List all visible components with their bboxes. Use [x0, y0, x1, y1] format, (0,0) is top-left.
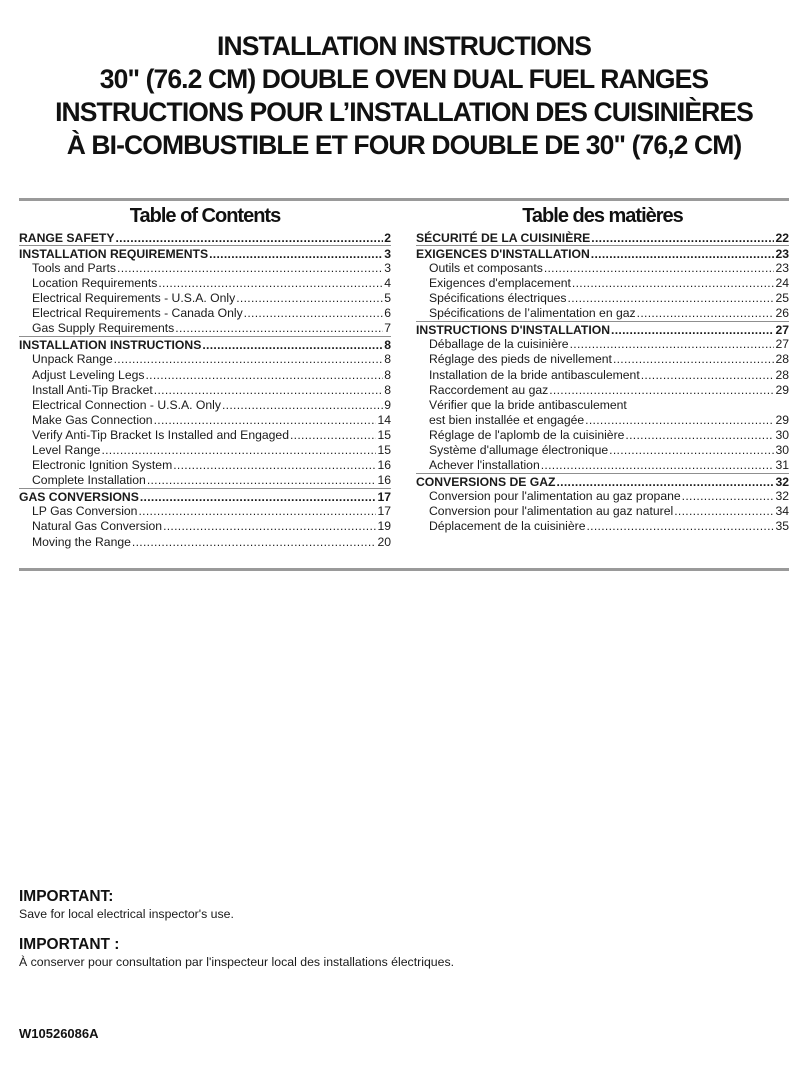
toc-page-number: 26 [775, 306, 789, 321]
dot-leader [163, 519, 376, 534]
toc-page-number: 14 [377, 412, 391, 427]
toc-page-number: 23 [775, 261, 789, 275]
toc-french-heading: Table des matières [522, 205, 683, 227]
dot-leader [570, 337, 775, 352]
toc-entry-label: Adjust Leveling Legs [32, 367, 145, 382]
toc-page-number: 30 [775, 443, 789, 458]
toc-en-entry[interactable] [19, 413, 391, 428]
toc-fr-entry[interactable] [416, 504, 789, 519]
toc-en-entry[interactable] [19, 458, 391, 473]
toc-page-number: 32 [775, 475, 789, 490]
toc-page-number: 8 [384, 338, 391, 353]
toc-en-entry[interactable] [19, 321, 391, 336]
dot-leader [637, 306, 775, 321]
toc-page-number: 5 [384, 291, 391, 306]
toc-page-number: 4 [384, 276, 391, 291]
dot-leader [557, 475, 775, 489]
dot-leader [625, 428, 774, 443]
dot-leader [154, 413, 377, 428]
toc-page-number: 2 [384, 231, 391, 245]
dot-leader [222, 398, 383, 413]
toc-en-entry[interactable] [19, 398, 391, 413]
toc-english-heading: Table of Contents [129, 205, 281, 227]
toc-page-number: 29 [775, 382, 789, 397]
toc-page-number: 8 [384, 367, 391, 382]
dot-leader [145, 368, 383, 383]
dot-leader [572, 276, 775, 291]
toc-entry-label: Moving the Range [32, 534, 131, 549]
toc-entry-label: Electrical Connection - U.S.A. Only [32, 397, 221, 412]
toc-page-number: 28 [775, 352, 789, 367]
toc-page-number: 8 [384, 352, 391, 367]
toc-page-number: 32 [775, 489, 789, 504]
document-title [0, 30, 808, 162]
toc-en-section-entry[interactable] [19, 488, 391, 504]
title-line-3: INSTRUCTIONS POUR L’INSTALLATION DES CUISINIÈRES [55, 97, 753, 127]
toc-fr-entry[interactable] [416, 428, 789, 443]
toc-fr-entry[interactable] [416, 352, 789, 367]
toc-entry-label: Level Range [32, 443, 101, 458]
toc-en-entry[interactable] [19, 383, 391, 398]
toc-en-entry[interactable] [19, 276, 391, 291]
dot-leader [613, 352, 775, 367]
toc-fr-entry[interactable] [416, 489, 789, 504]
toc-fr-section-entry[interactable] [416, 245, 789, 261]
toc-entry-label: Conversion pour l'alimentation au gaz propane [429, 489, 681, 504]
toc-fr-entry[interactable] [416, 261, 789, 276]
dot-leader [154, 383, 383, 398]
toc-fr-entry[interactable] [416, 458, 789, 473]
title-line-4: À BI-COMBUSTIBLE ET FOUR DOUBLE DE 30" (76,2 CM) [66, 130, 742, 160]
dot-leader [101, 443, 376, 458]
dot-leader [114, 352, 384, 367]
toc-fr-section-entry[interactable] [416, 473, 789, 489]
toc-french-list [416, 231, 789, 535]
toc-fr-entry[interactable] [416, 337, 789, 352]
title-line-1: INSTALLATION INSTRUCTIONS [217, 31, 591, 61]
toc-page-number: 9 [384, 397, 391, 412]
toc-entry-label: Unpack Range [32, 352, 113, 367]
toc-entry-label: Exigences d'emplacement [429, 276, 571, 291]
dot-leader [244, 306, 384, 321]
toc-page-number: 27 [775, 323, 789, 338]
toc-en-entry[interactable] [19, 352, 391, 367]
toc-en-entry[interactable] [19, 368, 391, 383]
toc-en-entry[interactable] [19, 473, 391, 488]
toc-entry-label: Raccordement au gaz [429, 382, 549, 397]
dot-leader [158, 276, 383, 291]
toc-en-entry[interactable] [19, 306, 391, 321]
toc-page-number: 8 [384, 382, 391, 397]
toc-fr-entry[interactable] [416, 368, 789, 383]
toc-page-number: 16 [377, 473, 391, 488]
toc-en-entry[interactable] [19, 291, 391, 306]
important-title-french: IMPORTANT : [19, 936, 120, 953]
toc-entry-label: Spécifications de l’alimentation en gaz [429, 306, 636, 321]
toc-english [19, 204, 391, 550]
dot-leader [544, 261, 775, 276]
toc-entry-label: Electrical Requirements - U.S.A. Only [32, 291, 236, 306]
toc-fr-entry[interactable] [416, 398, 789, 428]
toc-entry-label: Location Requirements [32, 276, 158, 291]
toc-page-number: 28 [775, 367, 789, 382]
toc-entry-label: Outils et composants [429, 261, 543, 275]
toc-en-entry[interactable] [19, 428, 391, 443]
toc-entry-label: Electrical Requirements - Canada Only [32, 306, 243, 321]
important-notes [19, 888, 789, 970]
toc-entry-label: RANGE SAFETY [19, 231, 115, 245]
toc-page-number: 34 [775, 504, 789, 519]
toc-entry-label-continued: est bien installée et engagée [429, 412, 585, 427]
toc-entry-label: Système d'allumage électronique [429, 443, 609, 458]
toc-entry-label: Installation de la bride antibasculement [429, 367, 640, 382]
toc-entry-label: INSTRUCTIONS D'INSTALLATION [416, 323, 611, 338]
toc-entry-label: INSTALLATION REQUIREMENTS [19, 247, 209, 261]
toc-page-number: 15 [377, 427, 391, 442]
important-title-english: IMPORTANT: [19, 888, 114, 905]
toc-fr-entry[interactable] [416, 306, 789, 321]
toc-en-section-entry[interactable] [19, 231, 391, 245]
toc-fr-entry[interactable] [416, 383, 789, 398]
toc-entry-label: EXIGENCES D'INSTALLATION [416, 247, 590, 261]
dot-leader [682, 489, 775, 504]
dot-leader [117, 261, 383, 276]
toc-entry-label: Déplacement de la cuisinière [429, 519, 586, 534]
dot-leader [236, 291, 383, 306]
toc-en-entry[interactable] [19, 443, 391, 458]
toc-page-number: 16 [377, 458, 391, 473]
toc-page-number: 17 [377, 490, 391, 505]
toc-fr-entry[interactable] [416, 443, 789, 458]
dot-leader [609, 443, 774, 458]
toc-page-number: 23 [775, 247, 789, 261]
toc-entry-label: GAS CONVERSIONS [19, 490, 139, 505]
toc-fr-entry[interactable] [416, 519, 789, 534]
toc-entry-label: Verify Anti-Tip Bracket Is Installed and Engaged [32, 427, 289, 442]
dot-leader [549, 383, 774, 398]
toc-french [416, 204, 789, 535]
toc-entry-label: CONVERSIONS DE GAZ [416, 475, 556, 490]
dot-leader [209, 247, 383, 261]
toc-en-section-entry[interactable] [19, 245, 391, 261]
dot-leader [138, 504, 376, 519]
toc-page-number: 7 [384, 321, 391, 336]
toc-page-number: 6 [384, 306, 391, 321]
toc-page-number: 35 [775, 519, 789, 534]
important-note-english [19, 888, 789, 922]
dot-leader [641, 368, 775, 383]
toc-entry-label: Spécifications électriques [429, 291, 567, 306]
dot-leader [173, 458, 376, 473]
toc-page-number: 31 [775, 458, 789, 473]
title-line-2: 30" (76.2 CM) DOUBLE OVEN DUAL FUEL RANGES [99, 64, 709, 94]
toc-entry-label: Achever l'installation [429, 458, 540, 473]
toc-page-number: 25 [775, 291, 789, 306]
toc-entry-label: Make Gas Connection [32, 412, 153, 427]
dot-leader [591, 247, 775, 261]
dot-leader [541, 458, 775, 473]
dot-leader [290, 428, 376, 443]
dot-leader [140, 490, 377, 504]
document-number: W10526086A [19, 1026, 99, 1041]
toc-entry-label: Réglage des pieds de nivellement [429, 352, 612, 367]
dot-leader [115, 231, 383, 245]
toc-entry-label: INSTALLATION INSTRUCTIONS [19, 338, 202, 353]
toc-page-number: 3 [384, 247, 391, 261]
bottom-divider [19, 568, 789, 571]
toc-entry-label: LP Gas Conversion [32, 504, 138, 519]
toc-page-number: 24 [775, 276, 789, 291]
toc-fr-entry[interactable] [416, 276, 789, 291]
toc-en-entry[interactable] [19, 504, 391, 519]
toc-en-section-entry[interactable] [19, 336, 391, 352]
toc-entry-label: Install Anti-Tip Bracket [32, 382, 153, 397]
toc-page-number: 17 [377, 504, 391, 519]
toc-en-entry[interactable] [19, 535, 391, 550]
toc-entry-label: Déballage de la cuisinière [429, 337, 569, 352]
toc-entry-label: Vérifier que la bride antibasculement [429, 397, 627, 412]
toc-entry-label: Natural Gas Conversion [32, 519, 163, 534]
important-text-english: Save for local electrical inspector's use. [19, 907, 234, 921]
dot-leader [611, 323, 774, 337]
dot-leader [175, 321, 383, 336]
toc-fr-section-entry[interactable] [416, 231, 789, 245]
toc-page-number: 15 [377, 443, 391, 458]
important-note-french [19, 936, 789, 970]
toc-entry-label: Gas Supply Requirements [32, 321, 175, 336]
dot-leader [674, 504, 774, 519]
toc-page-number: 29 [775, 412, 789, 427]
toc-page-number: 30 [775, 427, 789, 442]
toc-fr-entry[interactable] [416, 291, 789, 306]
toc-english-list [19, 231, 391, 550]
dot-leader [587, 519, 775, 534]
toc-page-number: 19 [377, 519, 391, 534]
toc-entry-label: Réglage de l'aplomb de la cuisinière [429, 427, 625, 442]
dot-leader [591, 231, 774, 245]
dot-leader [568, 291, 775, 306]
important-text-french: À conserver pour consultation par l'inspecteur local des installations électriques. [19, 955, 455, 969]
dot-leader [132, 535, 377, 550]
dot-leader [585, 413, 774, 428]
toc-page-number: 27 [775, 337, 789, 352]
toc-page-number: 3 [384, 261, 391, 275]
toc-en-entry[interactable] [19, 261, 391, 276]
toc-entry-label: Conversion pour l'alimentation au gaz naturel [429, 504, 674, 519]
toc-page-number: 20 [377, 534, 391, 549]
toc-entry-label: Electronic Ignition System [32, 458, 173, 473]
dot-leader [147, 473, 377, 488]
toc-page-number: 22 [775, 231, 789, 245]
toc-fr-section-entry[interactable] [416, 321, 789, 337]
toc-entry-label: Complete Installation [32, 473, 146, 488]
toc-en-entry[interactable] [19, 519, 391, 534]
top-divider [19, 198, 789, 201]
dot-leader [202, 338, 383, 352]
toc-entry-label: SÉCURITÉ DE LA CUISINIÈRE [416, 231, 591, 245]
toc-entry-label: Tools and Parts [32, 261, 117, 275]
